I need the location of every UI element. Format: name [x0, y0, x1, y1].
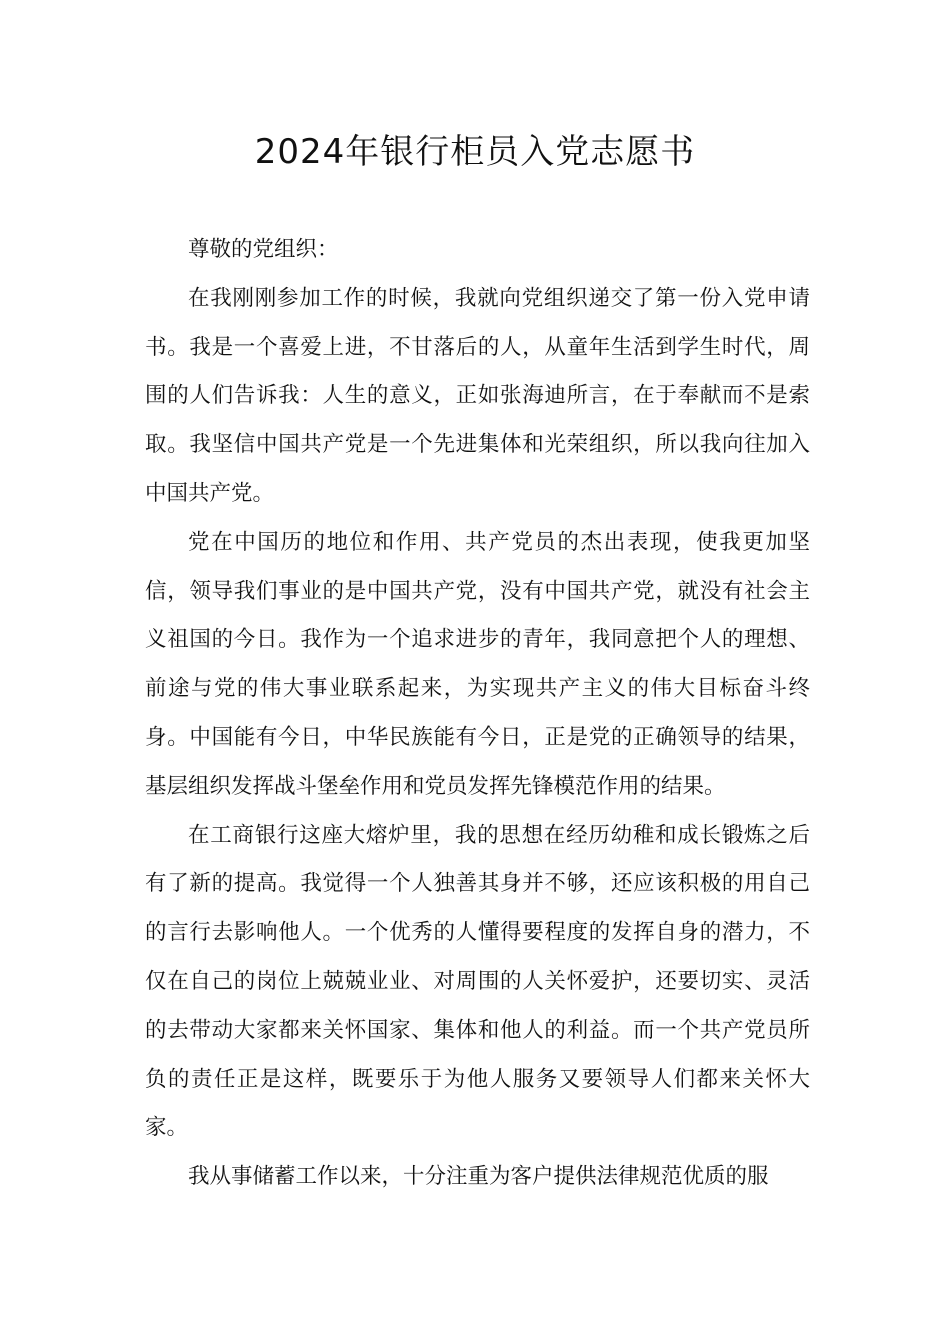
paragraph-4: 我从事储蓄工作以来，十分注重为客户提供法律规范优质的服: [188, 1164, 769, 1190]
paragraph-2: 党在中国历的地位和作用、共产党员的杰出表现，使我更加坚信，领导我们事业的是中国共产党，没有中国共产党，就没有社会主义祖国的今日。我作为一个追求进步的青年，我同意把个人的理想、前途与党的伟大事业联系起来，为实现共产主义的伟大目标奋斗终身。中国能有今日，中华民族能有今日，正是党的正确领导的结果，基层组织发挥战斗堡垒作用和党员发挥先锋模范作用的结果。: [145, 529, 810, 799]
paragraph-3: 在工商银行这座大熔炉里，我的思想在经历幼稚和成长锻炼之后有了新的提高。我觉得一个人独善其身并不够，还应该积极的用自己的言行去影响他人。一个优秀的人懂得要程度的发挥自身的潜力，不仅在自己的岗位上兢兢业业、对周围的人关怀爱护，还要切实、灵活的去带动大家都来关怀国家、集体和他人的利益。而一个共产党员所负的责任正是这样，既要乐于为他人服务又要领导人们都来关怀大家。: [145, 822, 810, 1141]
paragraph-1: 在我刚刚参加工作的时候，我就向党组织递交了第一份入党申请书。我是一个喜爱上进，不甘落后的人，从童年生活到学生时代，周围的人们告诉我：人生的意义，正如张海迪所言，在于奉献而不是索取。我坚信中国共产党是一个先进集体和光荣组织，所以我向往加入中国共产党。: [145, 285, 810, 506]
salutation: 尊敬的党组织：: [188, 237, 339, 262]
document-body: [145, 226, 810, 1202]
document-title: 2024年银行柜员入党志愿书: [254, 132, 696, 172]
